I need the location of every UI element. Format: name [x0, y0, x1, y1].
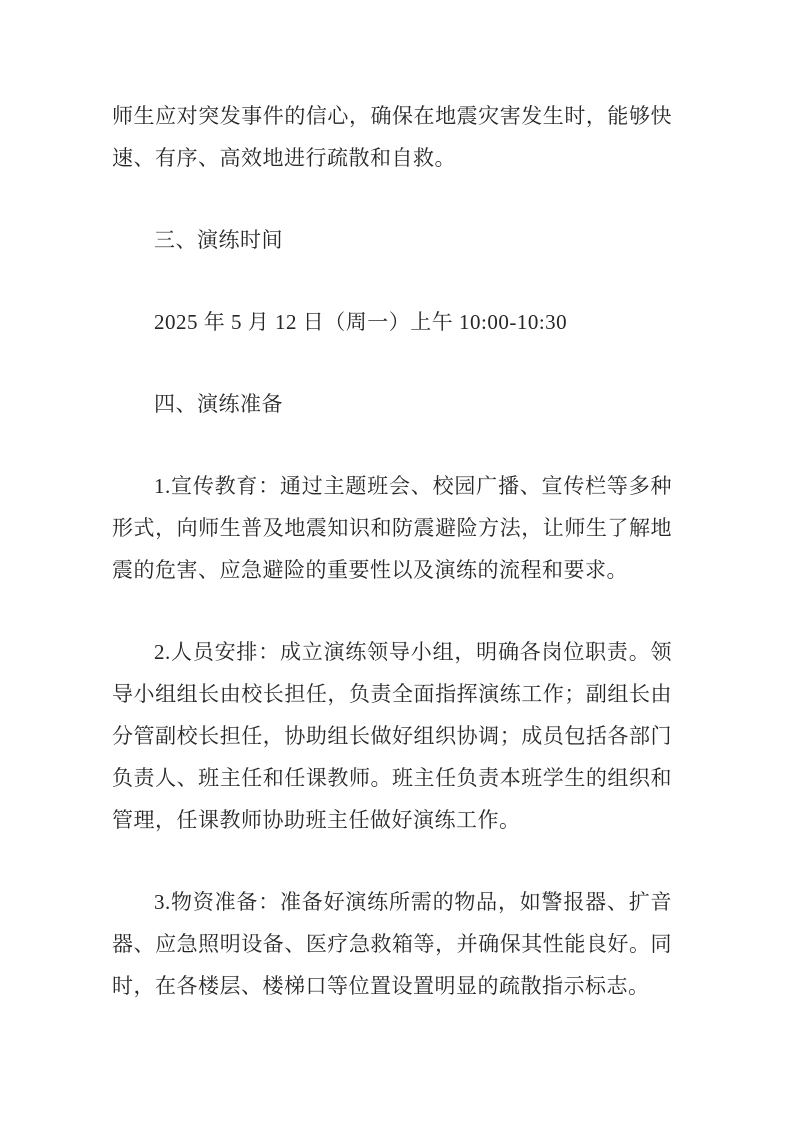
drill-datetime-text: 2025 年 5 月 12 日（周一）上午 10:00-10:30 — [154, 310, 568, 334]
section-heading-drill-time: 三、演练时间 — [154, 228, 283, 252]
body-paragraph-continuation: 师生应对突发事件的信心，确保在地震灾害发生时，能够快速、有序、高效地进行疏散和自救。 — [112, 104, 672, 170]
prep-item-material-preparation: 3.物资准备：准备好演练所需的物品，如警报器、扩音器、应急照明设备、医疗急救箱等，并确保其性能良好。同时，在各楼层、楼梯口等位置设置明显的疏散指示标志。 — [112, 890, 672, 998]
section-heading-drill-preparation: 四、演练准备 — [154, 392, 283, 416]
prep-item-publicity-education: 1.宣传教育：通过主题班会、校园广播、宣传栏等多种形式，向师生普及地震知识和防震避险方法，让师生了解地震的危害、应急避险的重要性以及演练的流程和要求。 — [112, 474, 672, 582]
prep-item-personnel-arrangement: 2.人员安排：成立演练领导小组，明确各岗位职责。领导小组组长由校长担任，负责全面指挥演练工作；副组长由分管副校长担任，协助组长做好组织协调；成员包括各部门负责人、班主任和任课教师。班主任负责本班学生的组织和管理，任课教师协助班主任做好演练工作。 — [112, 640, 672, 832]
